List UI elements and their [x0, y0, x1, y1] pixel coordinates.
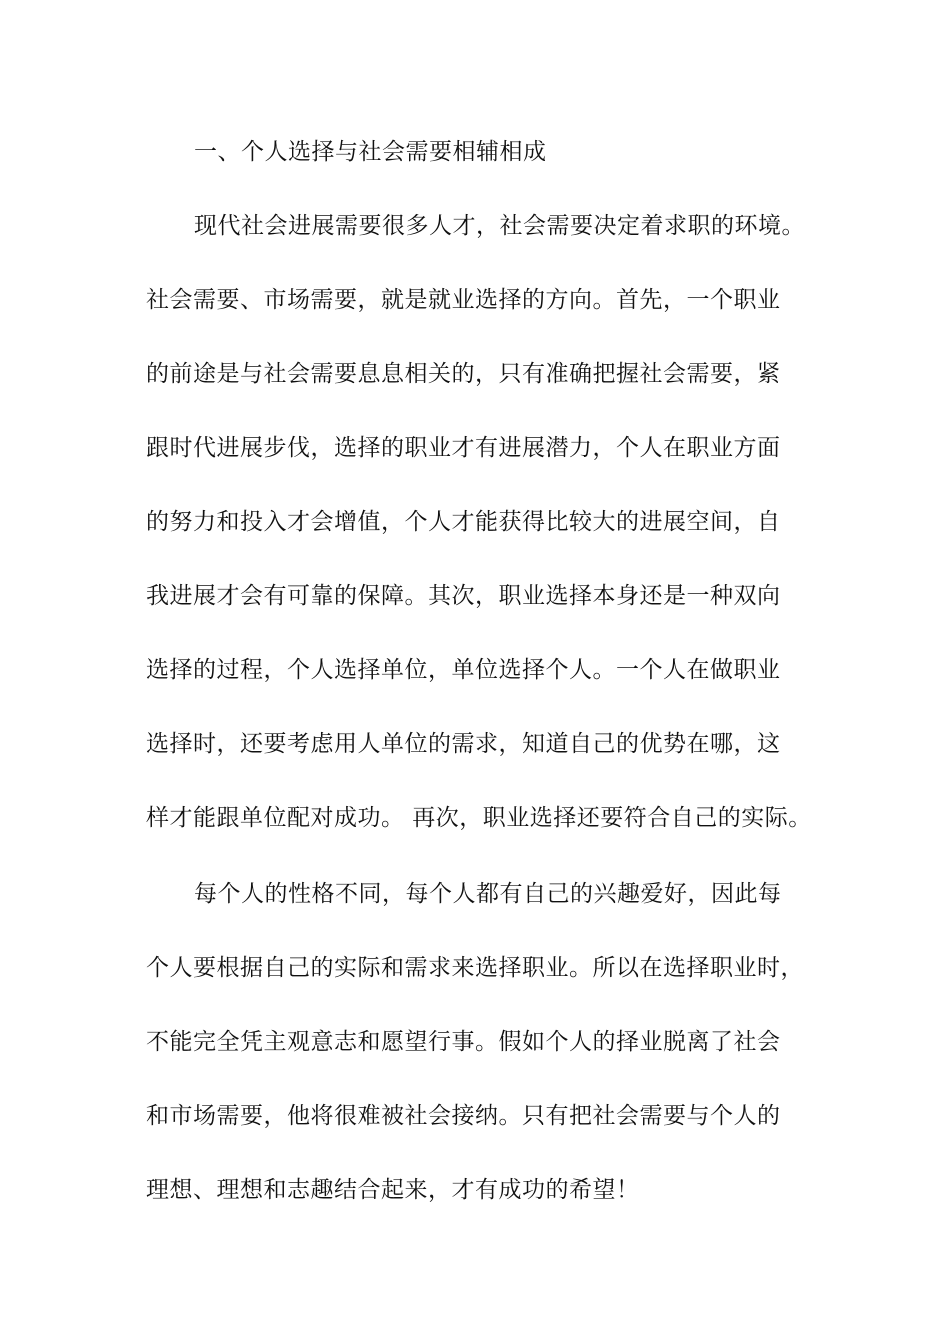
paragraph-line: 的努力和投入才会增值，个人才能获得比较大的进展空间，自	[146, 509, 781, 535]
section-heading: 一、个人选择与社会需要相辅相成	[194, 139, 547, 165]
paragraph-line: 和市场需要，他将很难被社会接纳。只有把社会需要与个人的	[146, 1103, 781, 1129]
paragraph-line: 现代社会进展需要很多人才，社会需要决定着求职的环境。	[194, 213, 805, 239]
paragraph-line: 选择的过程，个人选择单位，单位选择个人。一个人在做职业	[146, 657, 781, 683]
paragraph-line: 选择时，还要考虑用人单位的需求，知道自己的优势在哪，这	[146, 731, 781, 757]
paragraph-line: 理想、理想和志趣结合起来，才有成功的希望！	[146, 1177, 640, 1203]
paragraph-line: 每个人的性格不同，每个人都有自己的兴趣爱好，因此每	[194, 881, 782, 907]
paragraph-line: 个人要根据自己的实际和需求来选择职业。所以在选择职业时，	[146, 955, 804, 981]
paragraph-line: 社会需要、市场需要，就是就业选择的方向。首先，一个职业	[146, 287, 781, 313]
paragraph-line: 的前途是与社会需要息息相关的，只有准确把握社会需要，紧	[146, 361, 781, 387]
paragraph-line: 样才能跟单位配对成功。 再次，职业选择还要符合自己的实际。	[146, 805, 812, 831]
paragraph-line: 不能完全凭主观意志和愿望行事。假如个人的择业脱离了社会	[146, 1029, 781, 1055]
paragraph-line: 我进展才会有可靠的保障。其次，职业选择本身还是一种双向	[146, 583, 781, 609]
paragraph-line: 跟时代进展步伐，选择的职业才有进展潜力，个人在职业方面	[146, 435, 781, 461]
